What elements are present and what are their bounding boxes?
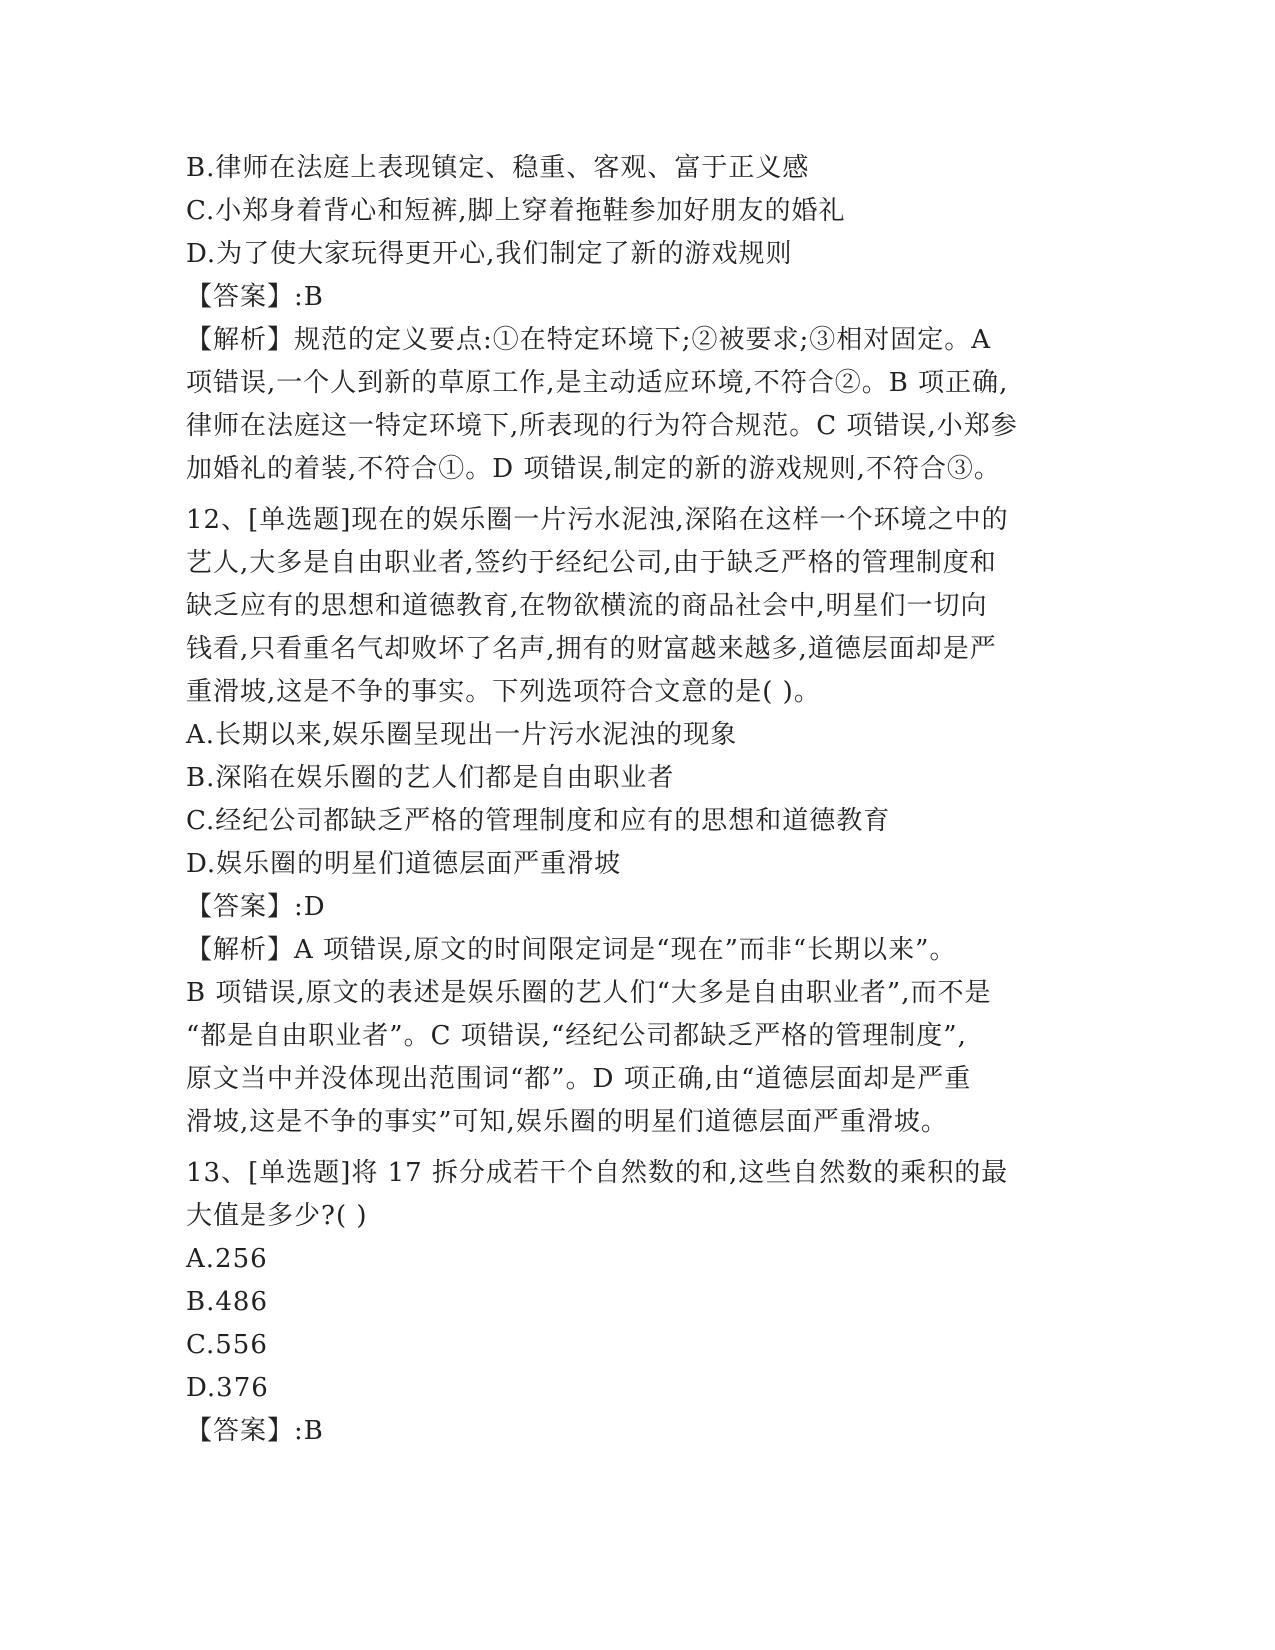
question-12 [186, 499, 1086, 1144]
answer: 【答案】:B [186, 282, 324, 312]
option-c: C.小郑身着背心和短裤,脚上穿着拖鞋参加好朋友的婚礼 [186, 196, 846, 226]
question-13 [186, 1152, 1086, 1453]
stem-line: 大值是多少?( ) [186, 1201, 368, 1231]
option-d: D.娱乐圈的明星们道德层面严重滑坡 [186, 849, 622, 879]
answer: 【答案】:D [186, 892, 326, 922]
stem-line: 艺人,大多是自由职业者,签约于经纪公司,由于缺乏严格的管理制度和 [186, 548, 997, 578]
analysis [186, 929, 1086, 1144]
option-b: B.深陷在娱乐圈的艺人们都是自由职业者 [186, 763, 675, 793]
analysis-line: 项错误,一个人到新的草原工作,是主动适应环境,不符合②。B 项正确, [186, 368, 1009, 398]
analysis-line: 【解析】A 项错误,原文的时间限定词是“现在”而非“长期以来”。 [186, 935, 957, 965]
question-11 [186, 147, 1086, 491]
question-stem [186, 499, 1086, 714]
option-c: C.经纪公司都缺乏严格的管理制度和应有的思想和道德教育 [186, 806, 891, 836]
option-b: B.律师在法庭上表现镇定、稳重、客观、富于正义感 [186, 153, 810, 183]
spacer [186, 491, 1086, 499]
option-d: D.为了使大家玩得更开心,我们制定了新的游戏规则 [186, 239, 793, 269]
stem-line: 13、[单选题]将 17 拆分成若干个自然数的和,这些自然数的乘积的最 [186, 1158, 1009, 1188]
analysis-line: 加婚礼的着装,不符合①。D 项错误,制定的新的游戏规则,不符合③。 [186, 454, 1001, 484]
question-stem [186, 1152, 1086, 1238]
analysis-line: B 项错误,原文的表述是娱乐圈的艺人们“大多是自由职业者”,而不是 [186, 978, 992, 1008]
stem-line: 12、[单选题]现在的娱乐圈一片污水泥浊,深陷在这样一个环境之中的 [186, 505, 1009, 535]
analysis-line: “都是自由职业者”。C 项错误,“经纪公司都缺乏严格的管理制度”, [186, 1021, 967, 1051]
analysis-line: 滑坡,这是不争的事实”可知,娱乐圈的明星们道德层面严重滑坡。 [186, 1107, 948, 1137]
analysis-line: 律师在法庭这一特定环境下,所表现的行为符合规范。C 项错误,小郑参 [186, 411, 1018, 441]
stem-line: 重滑坡,这是不争的事实。下列选项符合文意的是( )。 [186, 677, 821, 707]
option-a: A.长期以来,娱乐圈呈现出一片污水泥浊的现象 [186, 720, 738, 750]
analysis-line: 【解析】规范的定义要点:①在特定环境下;②被要求;③相对固定。A [186, 325, 992, 355]
stem-line: 缺乏应有的思想和道德教育,在物欲横流的商品社会中,明星们一切向 [186, 591, 988, 621]
option-a: A.256 [186, 1244, 268, 1274]
analysis [186, 319, 1086, 491]
option-b: B.486 [186, 1287, 268, 1317]
answer: 【答案】:B [186, 1416, 324, 1446]
option-c: C.556 [186, 1330, 268, 1360]
spacer [186, 1144, 1086, 1152]
option-d: D.376 [186, 1373, 269, 1403]
stem-line: 钱看,只看重名气却败坏了名声,拥有的财富越来越多,道德层面却是严 [186, 634, 997, 664]
analysis-line: 原文当中并没体现出范围词“都”。D 项正确,由“道德层面却是严重 [186, 1064, 972, 1094]
document-page [186, 147, 1086, 1453]
